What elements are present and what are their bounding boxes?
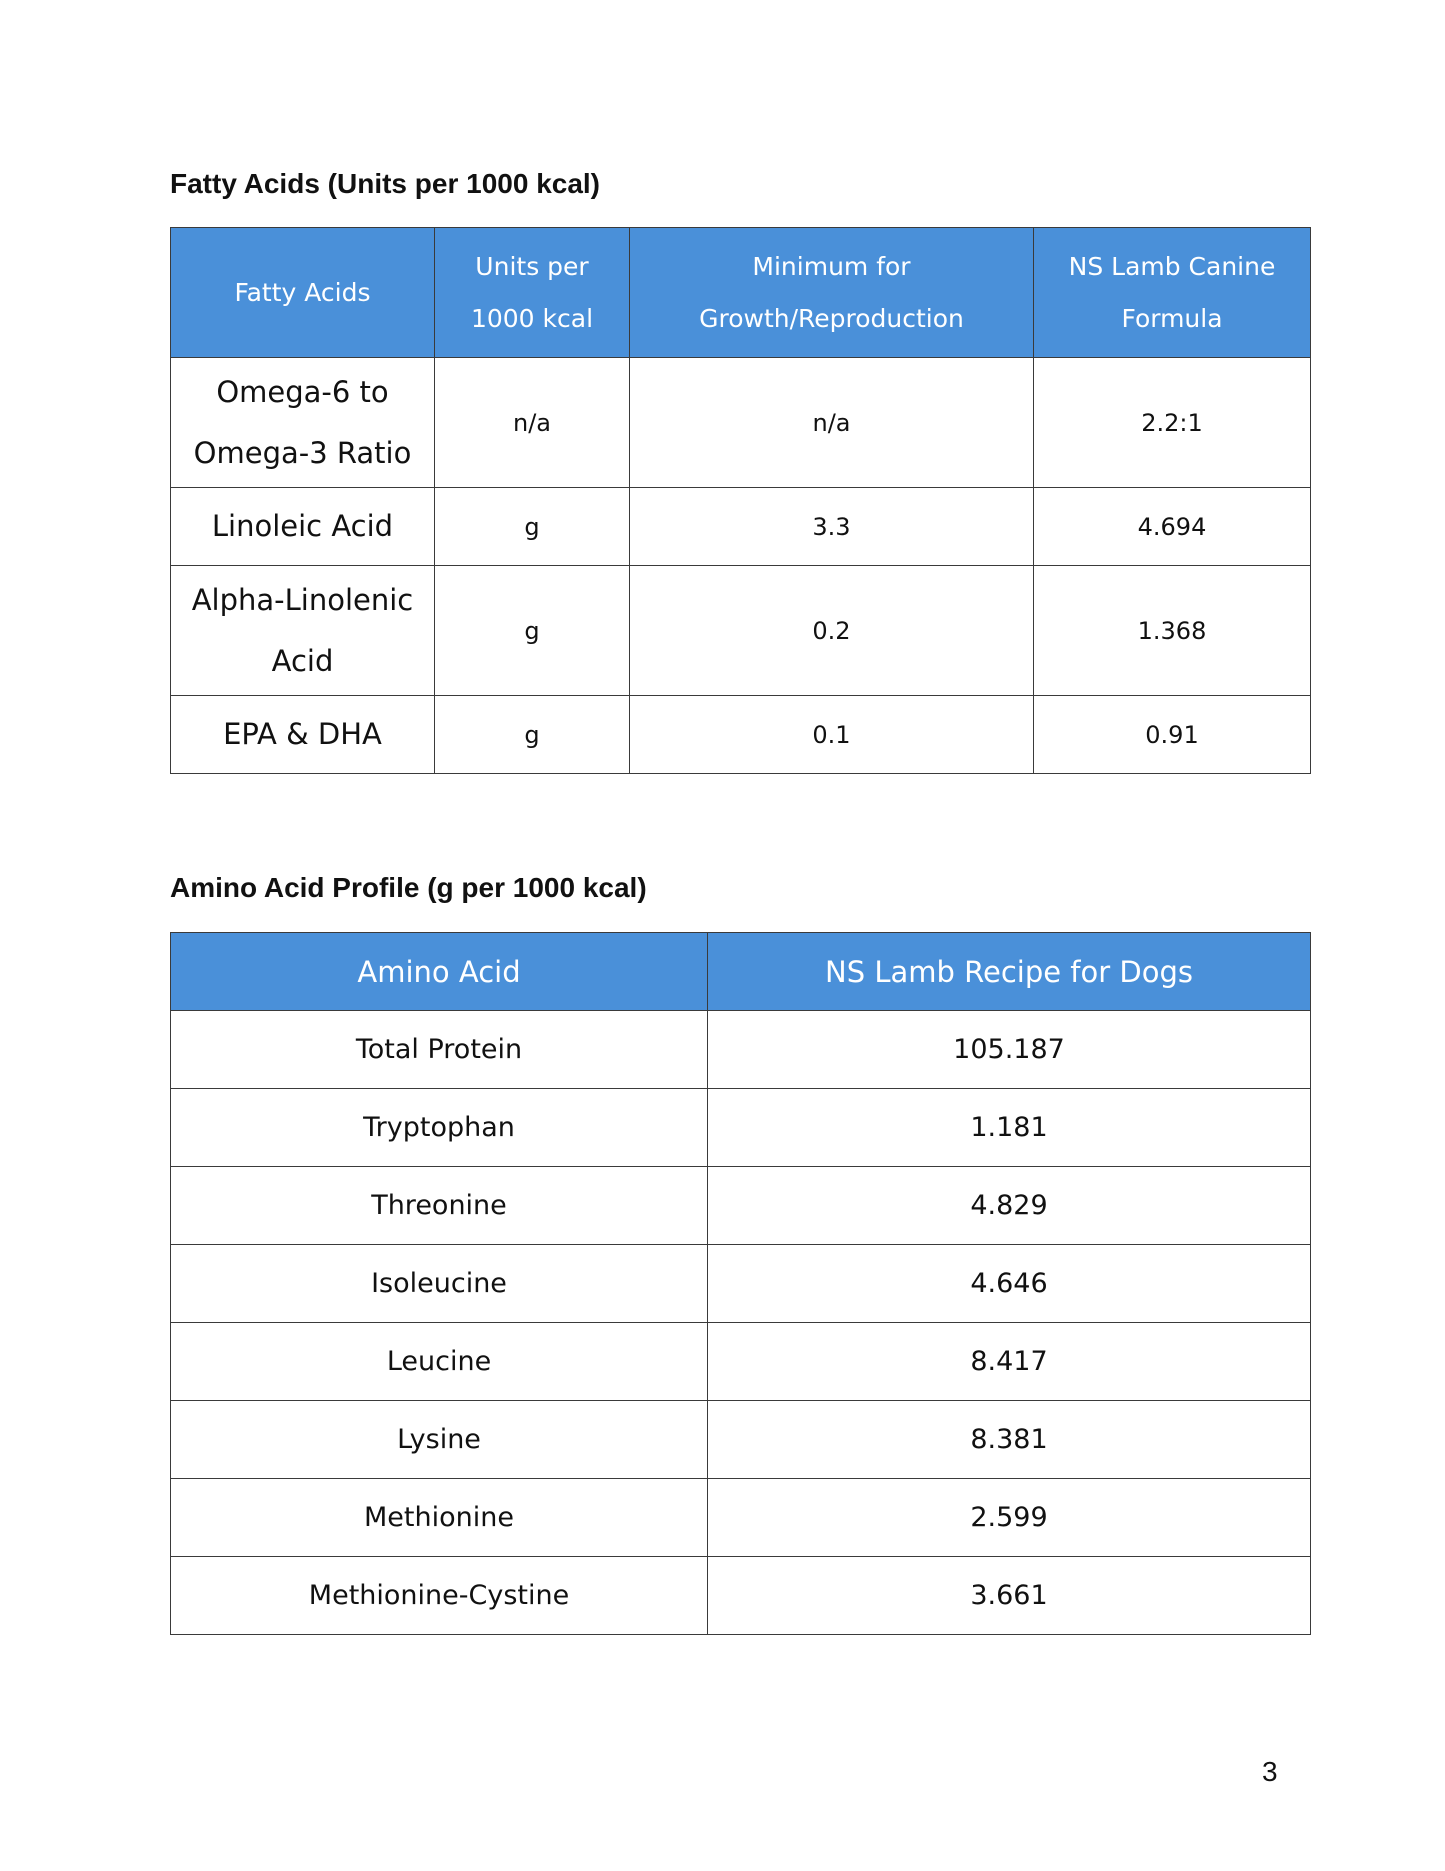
amino-acid-value: 1.181 bbox=[708, 1089, 1311, 1167]
amino-acid-value: 8.381 bbox=[708, 1401, 1311, 1479]
table-row bbox=[171, 1557, 1311, 1635]
column-header-recipe: NS Lamb Recipe for Dogs bbox=[708, 933, 1311, 1011]
table-row bbox=[171, 1089, 1311, 1167]
amino-acid-table bbox=[170, 932, 1311, 1635]
table-row bbox=[171, 1245, 1311, 1323]
page-number: 3 bbox=[1262, 1756, 1278, 1787]
amino-acid-value: 4.829 bbox=[708, 1167, 1311, 1245]
table-row bbox=[171, 488, 1311, 566]
amino-acid-name: Methionine bbox=[171, 1479, 708, 1557]
table-header-row bbox=[171, 228, 1311, 358]
table-header-row bbox=[171, 933, 1311, 1011]
amino-acid-value: 8.417 bbox=[708, 1323, 1311, 1401]
table-row bbox=[171, 1323, 1311, 1401]
minimum-cell: 3.3 bbox=[630, 488, 1034, 566]
column-header-units: Units per 1000 kcal bbox=[435, 228, 630, 358]
amino-acid-value: 4.646 bbox=[708, 1245, 1311, 1323]
amino-acid-name: Threonine bbox=[171, 1167, 708, 1245]
fatty-acid-name: EPA & DHA bbox=[171, 696, 435, 774]
fatty-acid-name: Linoleic Acid bbox=[171, 488, 435, 566]
amino-acid-profile-title: Amino Acid Profile (g per 1000 kcal) bbox=[170, 872, 647, 903]
formula-cell: 1.368 bbox=[1034, 566, 1311, 696]
column-header-minimum: Minimum for Growth/Reproduction bbox=[630, 228, 1034, 358]
table-row bbox=[171, 696, 1311, 774]
amino-acid-name: Lysine bbox=[171, 1401, 708, 1479]
amino-acid-name: Leucine bbox=[171, 1323, 708, 1401]
minimum-cell: 0.1 bbox=[630, 696, 1034, 774]
amino-acid-value: 105.187 bbox=[708, 1011, 1311, 1089]
column-header-fatty-acids: Fatty Acids bbox=[171, 228, 435, 358]
table-row bbox=[171, 566, 1311, 696]
table-row bbox=[171, 358, 1311, 488]
table-row bbox=[171, 1167, 1311, 1245]
formula-cell: 2.2:1 bbox=[1034, 358, 1311, 488]
formula-cell: 0.91 bbox=[1034, 696, 1311, 774]
fatty-acids-table bbox=[170, 227, 1311, 774]
amino-acid-value: 3.661 bbox=[708, 1557, 1311, 1635]
units-cell: g bbox=[435, 566, 630, 696]
fatty-acids-title: Fatty Acids (Units per 1000 kcal) bbox=[170, 168, 601, 199]
table-row bbox=[171, 1011, 1311, 1089]
units-cell: g bbox=[435, 696, 630, 774]
amino-acid-name: Methionine-Cystine bbox=[171, 1557, 708, 1635]
table-row bbox=[171, 1401, 1311, 1479]
amino-acid-name: Total Protein bbox=[171, 1011, 708, 1089]
column-header-amino-acid: Amino Acid bbox=[171, 933, 708, 1011]
fatty-acid-name: Omega-6 to Omega-3 Ratio bbox=[171, 358, 435, 488]
units-cell: g bbox=[435, 488, 630, 566]
amino-acid-name: Isoleucine bbox=[171, 1245, 708, 1323]
fatty-acid-name: Alpha-Linolenic Acid bbox=[171, 566, 435, 696]
column-header-formula: NS Lamb Canine Formula bbox=[1034, 228, 1311, 358]
minimum-cell: 0.2 bbox=[630, 566, 1034, 696]
minimum-cell: n/a bbox=[630, 358, 1034, 488]
amino-acid-name: Tryptophan bbox=[171, 1089, 708, 1167]
table-row bbox=[171, 1479, 1311, 1557]
amino-acid-value: 2.599 bbox=[708, 1479, 1311, 1557]
formula-cell: 4.694 bbox=[1034, 488, 1311, 566]
units-cell: n/a bbox=[435, 358, 630, 488]
